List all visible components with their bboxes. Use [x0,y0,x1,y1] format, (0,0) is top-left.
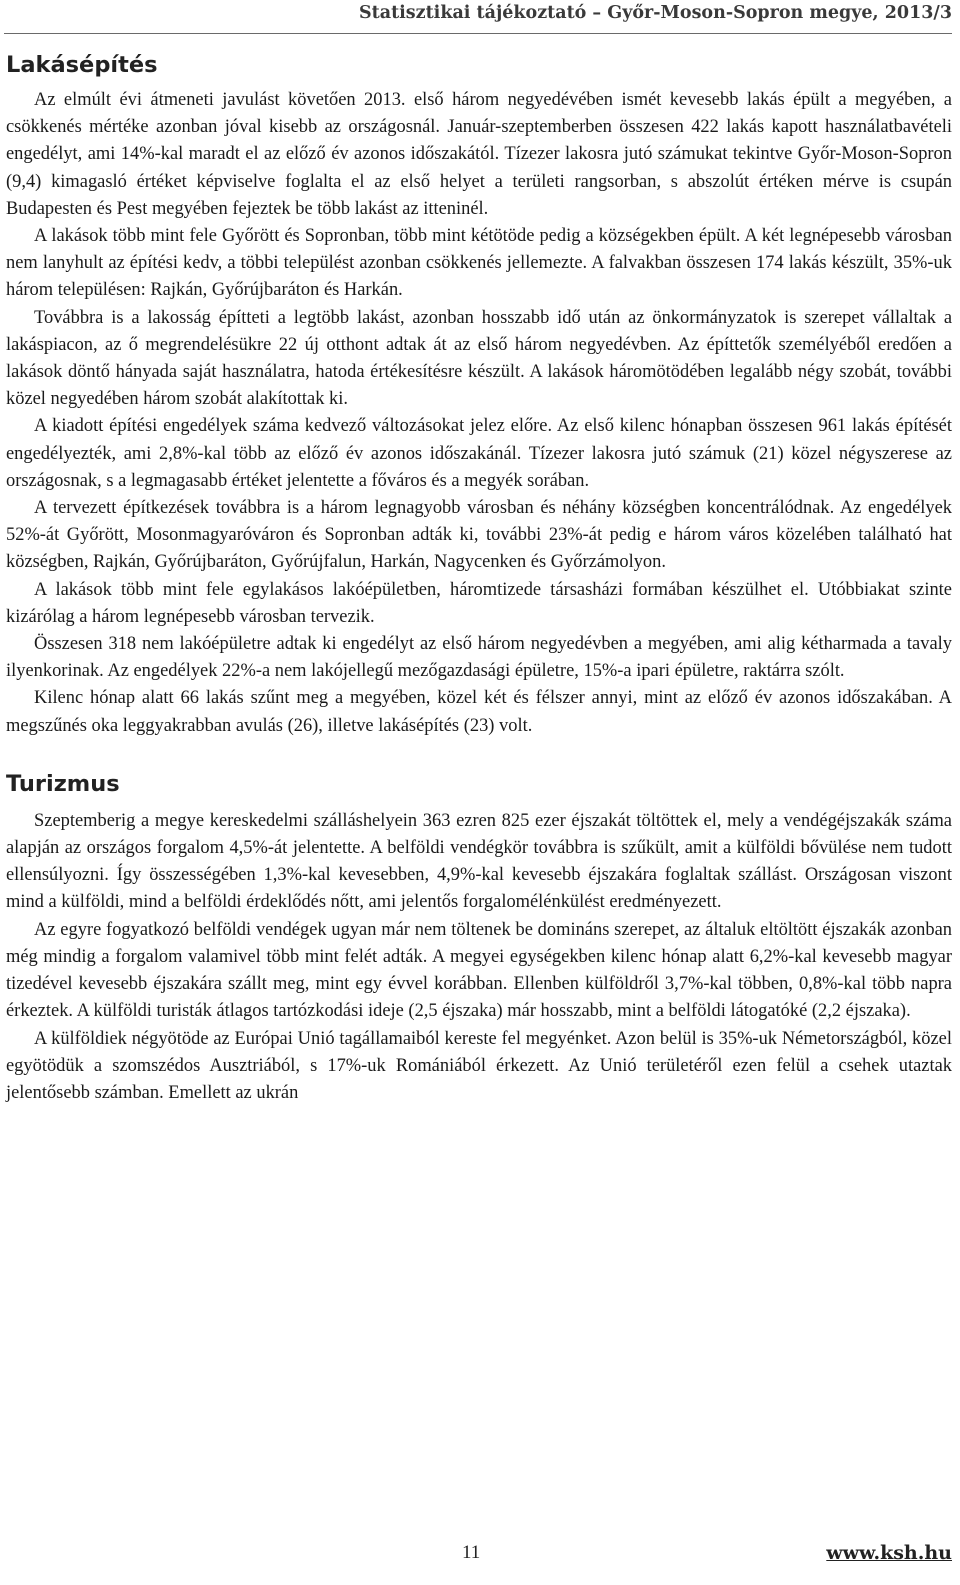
paragraph: Az elmúlt évi átmeneti javulást követően 2013. első három negyedévében ismét kevesebb lakás épült a megyében, a csökkenés mértéke azonban jóval kisebb az országosnál. Január-szeptemberben összesen 422 lakás kapott használatbavételi engedélyt, ami 14%-kal maradt el az előző év azonos időszakától. Tízezer lakosra jutó számukat tekintve Győr-Moson-Sopron (9,4) kimagasló értéket képviselve foglalta el az első helyet a területi rangsorban, s abszolút értéken mérve is csupán Budapesten és Pest megyében fejeztek be több lakást az itteninél. [6,89,952,218]
paragraph: A tervezett építkezések továbbra is a három legnagyobb városban és néhány községben koncentrálódnak. Az engedélyek 52%-át Győrött, Mosonmagyaróváron és Sopronban adták ki, további 23%-át pedig e három város közelében található hat községben, Rajkán, Győrújbaráton, Győrújfalun, Harkán, Nagycenken és Győrzámolyon. [6,497,952,572]
paragraph: A külföldiek négyötöde az Európai Unió tagállamaiból kereste fel megyénket. Azon belül is 35%-uk Németországból, közel egyötödük a szomszédos Ausztriából, s 17%-uk Romániából érkezett. Az Unió területéről ezen felül a csehek utaztak jelentősebb számban. Emellett az ukrán [6,1027,952,1102]
paragraph: Kilenc hónap alatt 66 lakás szűnt meg a megyében, közel két és félszer annyi, mint az előző év azonos időszakában. A megszűnés oka leggyakrabban avulás (26), illetve lakásépítés (23) volt. [6,687,952,735]
section-heading-turizmus: Turizmus [6,770,120,797]
paragraph: Szeptemberig a megye kereskedelmi szálláshelyein 363 ezren 825 ezer éjszakát töltöttek el, mely a vendégéjszakák száma alapján az országos forgalom 4,5%-át jelentette. A belföldi vendégkör továbbra is szűkült, amit a külföldi bővülése nem tudott ellensúlyozni. Így összességében 1,3%-kal kevesebben, 4,9%-kal kevesebb éjszakára foglaltak szállást. Országosan viszont mind a külföldi, mind a belföldi érdeklődés nőtt, ami jelentős forgalomélénkülést eredményezett. [6,809,952,912]
paragraph: Továbbra is a lakosság építteti a legtöbb lakást, azonban hosszabb idő után az önkormányzatok is szerepet vállaltak a lakáspiacon, az ő megrendelésükre 22 új otthont adtak át az első három negyedévben. Az építtetők személyéből eredően a lakások döntő hányada saját használatra, hatoda értékesítésre készült. A lakások háromötödében legalább négy szobát, további közel negyedében három szobát alakítottak ki. [6,306,952,409]
document-body [6,52,952,1106]
paragraph: A kiadott építési engedélyek száma kedvező változásokat jelez előre. Az első kilenc hónapban összesen 961 lakás építését engedélyezték, ami 2,8%-kal több az előző év azonos időszakánál. Tízezer lakosra jutó számuk (21) közel négyszerese az országosnak, s a legmagasabb értéket jelentette a főváros és a megyék sorában. [6,415,952,490]
page-number: 11 [462,1542,481,1563]
paragraph: A lakások több mint fele Győrött és Sopronban, több mint kétötöde pedig a községekben épült. A két legnépesebb városban nem lanyhult az építési kedv, a többi települést azonban csökkenés jellemezte. A falvakban összesen 174 lakás készült, 35%-uk három településen: Rajkán, Győrújbaráton és Harkán. [6,225,952,300]
paragraph: Az egyre fogyatkozó belföldi vendégek ugyan már nem töltenek be domináns szerepet, az általuk eltöltött éjszakák azonban még mindig a forgalom valamivel több mint felét adták. A megyei egységekben kilenc hónap alatt 6,2%-kal kevesebb magyar tizedével kevesebb éjszakára szállt meg, mint egy évvel korábban. Ellenben külföldről 3,7%-kal többen, 0,8%-kal több napra érkeztek. A külföldi turisták átlagos tartózkodási ideje (2,5 éjszaka) már hosszabb, mint a belföldi látogatóké (2,2 éjszaka). [6,918,952,1021]
header-divider [4,33,952,34]
paragraph: A lakások több mint fele egylakásos lakóépületben, háromtizede társasházi formában készülhet el. Utóbbiakat szinte kizárólag a három legnépesebb városban tervezik. [6,578,952,626]
running-header: Statisztikai tájékoztató – Győr-Moson-Sopron megye, 2013/3 [359,3,952,23]
paragraph: Összesen 318 nem lakóépületre adtak ki engedélyt az első három negyedévben a megyében, ami alig kétharmada a tavaly ilyenkorinak. Az engedélyek 22%-a nem lakójellegű mezőgazdasági épületre, 15%-a ipari épületre, raktárra szólt. [6,633,952,681]
footer-link[interactable]: www.ksh.hu [826,1542,952,1564]
section-heading-lakasepites: Lakásépítés [6,52,158,78]
